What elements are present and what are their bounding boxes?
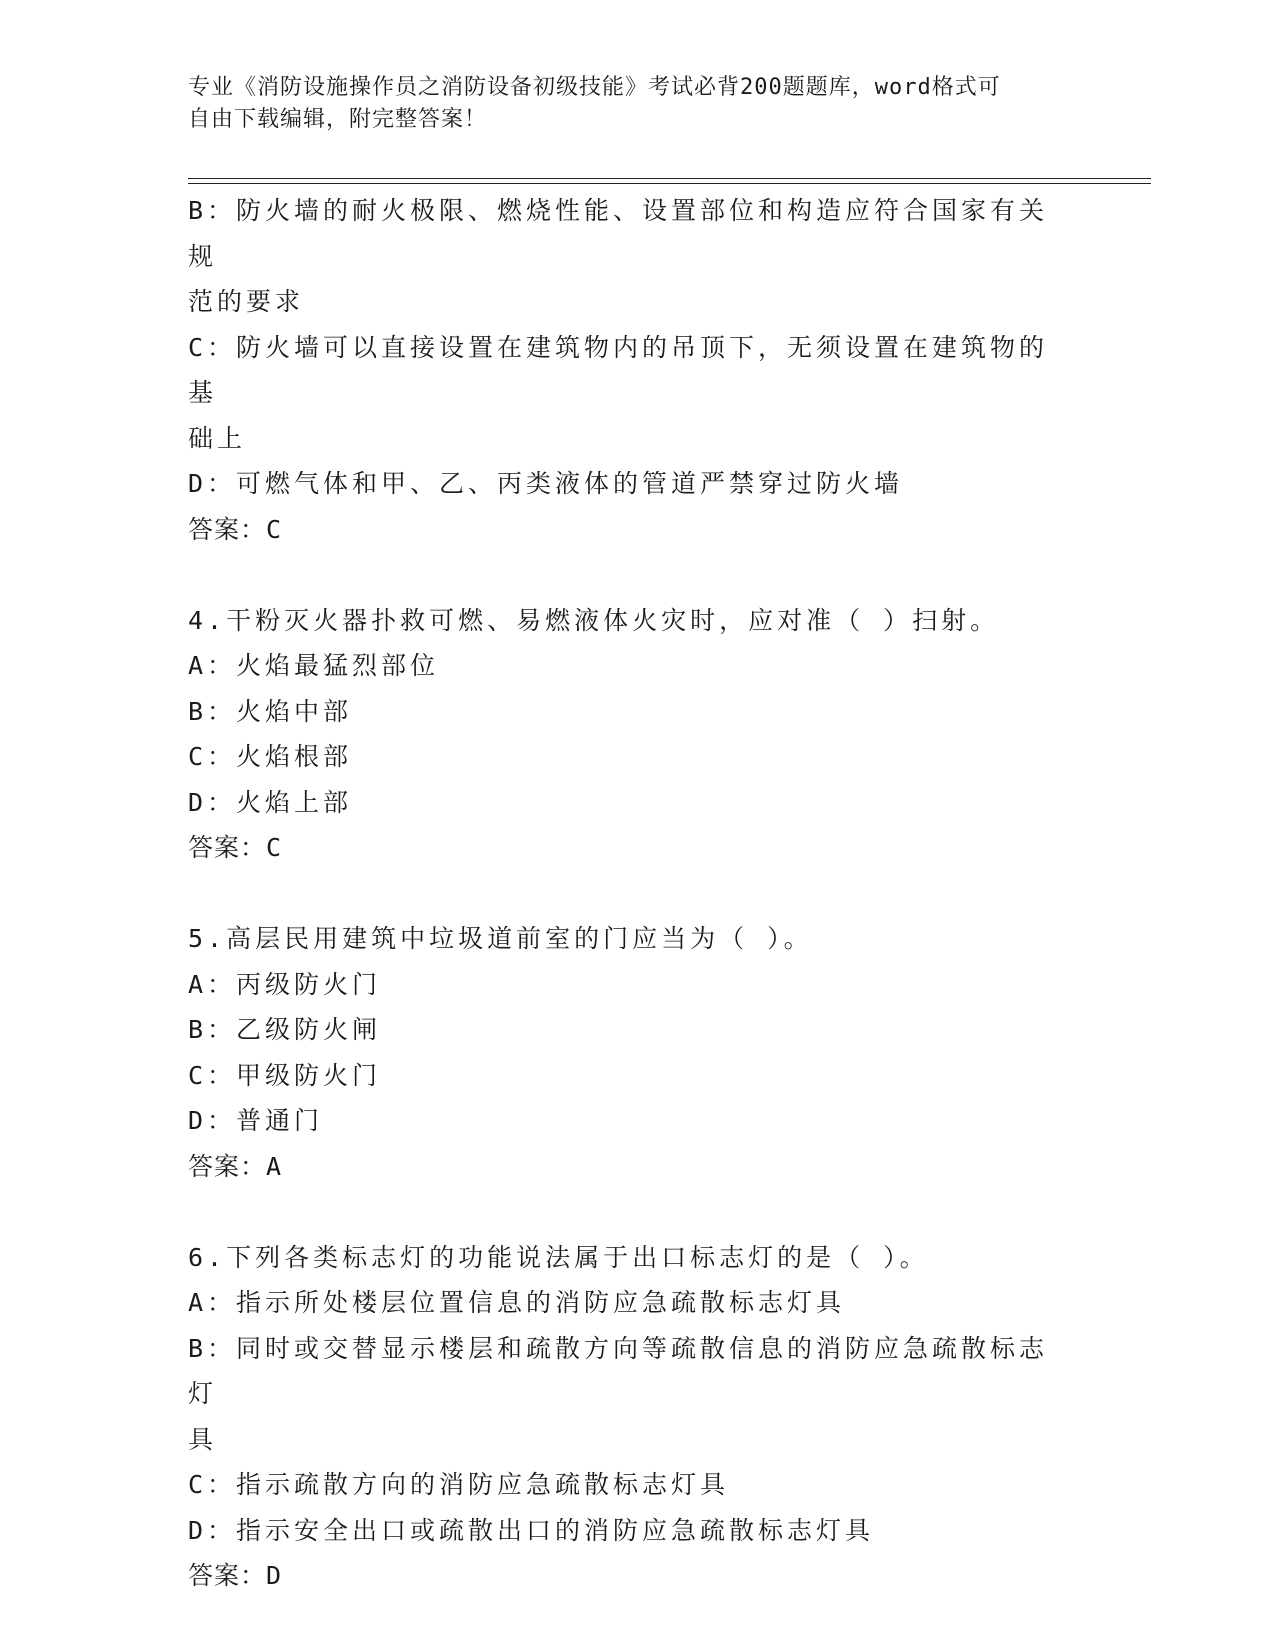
option-a: A：丙级防火门: [188, 969, 382, 999]
option-b-line-2: 具: [188, 1424, 218, 1454]
header-line-2: 自由下载编辑，附完整答案！: [188, 107, 488, 132]
option-d: D：可燃气体和甲、乙、丙类液体的管道严禁穿过防火墙: [188, 469, 904, 498]
option-d: D：普通门: [188, 1106, 324, 1135]
question-content: [188, 188, 1068, 1599]
question-text: 6.下列各类标志灯的功能说法属于出口标志灯的是（ ）。: [188, 1242, 929, 1272]
option-c-line-1: C：防火墙可以直接设置在建筑物内的吊顶下，无须设置在建筑物的基: [188, 332, 1049, 407]
option-c: C：指示疏散方向的消防应急疏散标志灯具: [188, 1470, 730, 1499]
option-c: C：火焰根部: [188, 742, 353, 771]
header-divider-top: [188, 178, 1151, 179]
question-3-continued: [188, 188, 1068, 552]
option-c: C：甲级防火门: [188, 1060, 382, 1090]
option-b: B：火焰中部: [188, 696, 353, 726]
answer: 答案：D: [188, 1561, 283, 1590]
question-6: [188, 1235, 1068, 1599]
option-b-line-1: B：同时或交替显示楼层和疏散方向等疏散信息的消防应急疏散标志灯: [188, 1333, 1049, 1408]
question-4: [188, 598, 1068, 871]
answer: 答案：C: [188, 833, 283, 862]
answer: 答案：A: [188, 1151, 283, 1181]
option-a: A：火焰最猛烈部位: [188, 651, 440, 680]
header-divider-bottom: [188, 183, 1151, 184]
option-b-line-2: 范的要求: [188, 287, 305, 316]
option-a: A：指示所处楼层位置信息的消防应急疏散标志灯具: [188, 1288, 846, 1317]
option-d: D：指示安全出口或疏散出口的消防应急疏散标志灯具: [188, 1515, 875, 1545]
option-b: B：乙级防火闸: [188, 1015, 382, 1044]
question-text: 4.干粉灭火器扑救可燃、易燃液体火灾时，应对准（ ）扫射。: [188, 605, 1000, 635]
answer: 答案：C: [188, 514, 283, 544]
option-d: D：火焰上部: [188, 787, 353, 817]
question-5: [188, 916, 1068, 1189]
option-b-line-1: B：防火墙的耐火极限、燃烧性能、设置部位和构造应符合国家有关规: [188, 196, 1049, 271]
header-line-1: 专业《消防设施操作员之消防设备初级技能》考试必背200题题库，word格式可: [188, 75, 1001, 100]
option-c-line-2: 础上: [188, 423, 247, 453]
question-text: 5.高层民用建筑中垃圾道前室的门应当为（ ）。: [188, 924, 813, 953]
document-header: [188, 72, 1088, 136]
